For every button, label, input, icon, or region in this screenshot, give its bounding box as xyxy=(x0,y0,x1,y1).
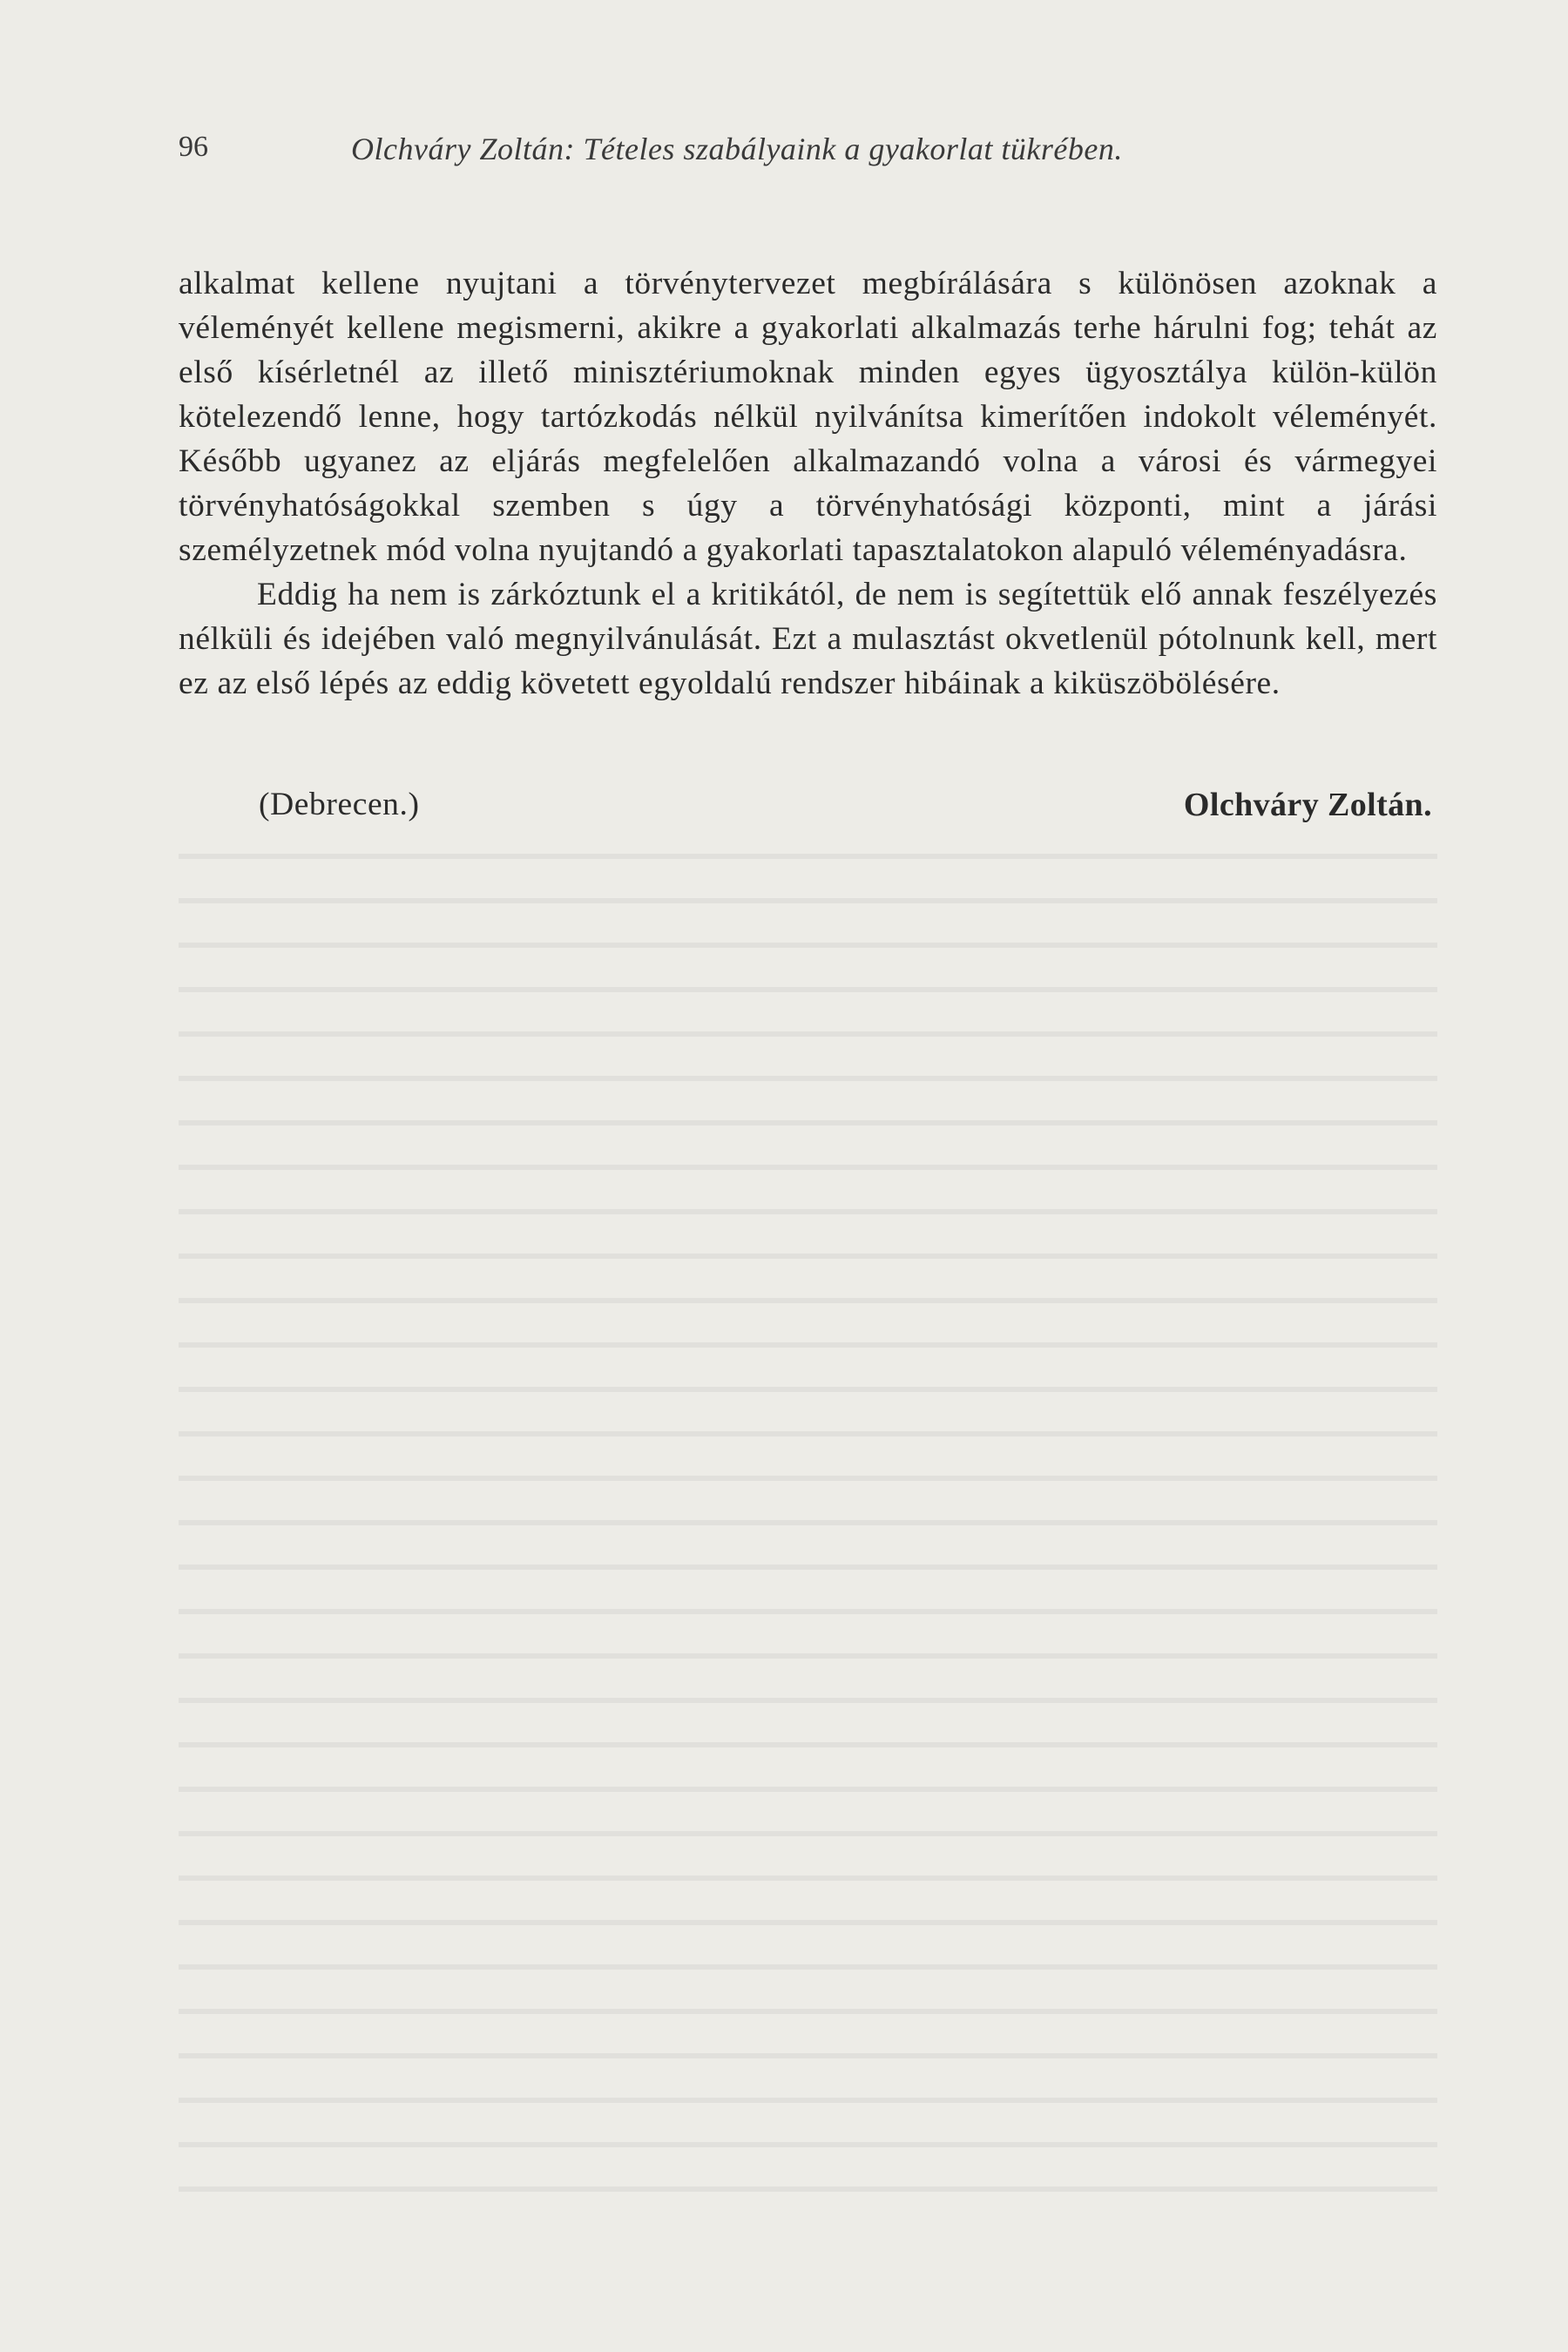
running-head: Olchváry Zoltán: Tételes szabályaink a gyakorlat tükrében. xyxy=(351,132,1123,166)
place-of-writing: (Debrecen.) xyxy=(259,787,420,822)
body-text xyxy=(179,261,1437,706)
reverse-side-show-through xyxy=(179,828,1437,2221)
paragraph-1: alkalmat kellene nyujtani a törvénytervezet megbírálására s különösen azoknak a véleményét kellene megismerni, akikre a gyakorlati alkalmazás terhe hárulni fog; tehát az első kísérletnél az illető minisztériumoknak minden egyes ügyosztálya külön-külön kötelezendő lenne, hogy tartózkodás nélkül nyilvánítsa kimerítően indokolt véleményét. Később ugyanez az eljárás megfelelően alkalmazandó volna a városi és vármegyei törvényhatóságokkal szemben s úgy a törvényhatósági központi, mint a járási személyzetnek mód volna nyujtandó a gyakorlati tapasztalatokon alapuló véleményadásra. xyxy=(179,266,1437,568)
page-number: 96 xyxy=(179,131,208,163)
paragraph-2: Eddig ha nem is zárkóztunk el a kritikától, de nem is segítettük elő annak feszélyezés nélküli és idejében való megnyilvánulását. Ezt a mulasztást okvetlenül pótolnunk kell, mert ez az első lépés az eddig követett egyoldalú rendszer hibáinak a kiküszöbölésére. xyxy=(179,577,1437,701)
author-signature: Olchváry Zoltán. xyxy=(1183,787,1432,823)
page-header xyxy=(179,131,1437,174)
